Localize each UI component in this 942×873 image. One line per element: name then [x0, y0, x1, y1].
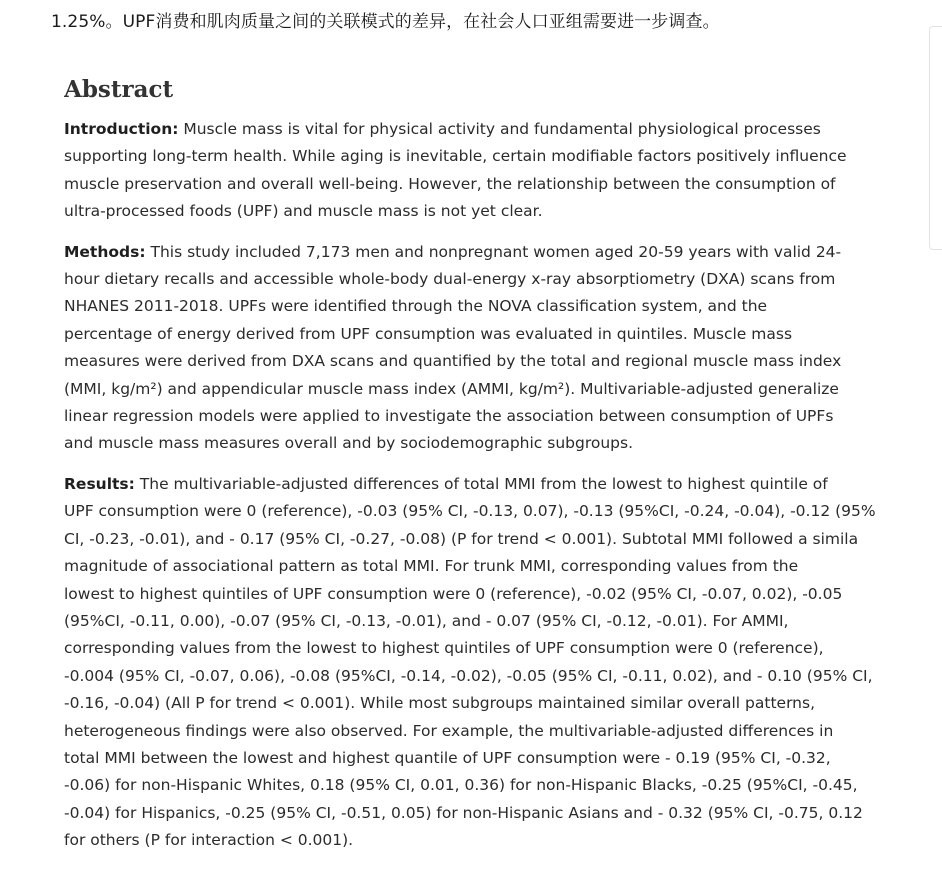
- introduction-paragraph: [64, 116, 876, 226]
- paragraph-line: corresponding values from the lowest to highest quintiles of UPF consumption were 0 (reference),: [64, 639, 824, 658]
- paragraph-line: -0.004 (95% CI, -0.07, 0.06), -0.08 (95%CI, -0.14, -0.02), -0.05 (95% CI, -0.11, 0.02), and - 0.10 (95% CI,: [64, 666, 873, 685]
- paragraph-line: -0.16, -0.04) (All P for trend < 0.001). While most subgroups maintained similar overall patterns,: [64, 694, 815, 713]
- paragraph-line: total MMI between the lowest and highest quantile of UPF consumption were - 0.19 (95% CI, -0.32,: [64, 748, 831, 767]
- paragraph-line: heterogeneous findings were also observed. For example, the multivariable-adjusted differences in: [64, 721, 834, 740]
- introduction-label: Introduction:: [64, 120, 179, 138]
- side-panel-edge: [929, 26, 942, 250]
- paragraph-line: (95%CI, -0.11, 0.00), -0.07 (95% CI, -0.13, -0.01), and - 0.07 (95% CI, -0.12, -0.01). For AMMI,: [64, 611, 789, 630]
- paragraph-line: [64, 239, 876, 266]
- paragraph-line: percentage of energy derived from UPF consumption was evaluated in quintiles. Muscle mass: [64, 324, 793, 343]
- paragraph-line: ultra-processed foods (UPF) and muscle mass is not yet clear.: [64, 202, 543, 221]
- methods-label: Methods:: [64, 242, 146, 261]
- paragraph-line: for others (P for interaction < 0.001).: [64, 831, 354, 850]
- results-paragraph: [64, 471, 876, 855]
- paragraph-line: magnitude of associational pattern as total MMI. For trunk MMI, corresponding values from the: [64, 557, 799, 576]
- abstract-section: [64, 72, 876, 872]
- paragraph-line: [64, 471, 876, 498]
- line-text: The multivariable-adjusted differences of total MMI from the lowest to highest quintile of: [134, 474, 828, 493]
- paragraph-line: CI, -0.23, -0.01), and - 0.17 (95% CI, -0.27, -0.08) (P for trend < 0.001). Subtotal MMI followed a simila: [64, 529, 859, 548]
- paragraph-line: supporting long-term health. While aging is inevitable, certain modifiable factors positively influence: [64, 147, 847, 166]
- paragraph-line: -0.04) for Hispanics, -0.25 (95% CI, -0.51, 0.05) for non-Hispanic Asians and - 0.32 (95% CI, -0.75, 0.12: [64, 803, 863, 822]
- line-text: This study included 7,173 men and nonpregnant women aged 20-59 years with valid 24-: [145, 242, 842, 261]
- paragraph-line: and muscle mass measures overall and by sociodemographic subgroups.: [64, 434, 633, 453]
- translated-summary-text: 1.25%。UPF消费和肌肉质量之间的关联模式的差异，在社会人口亚组需要进一步调查。: [51, 12, 720, 32]
- paragraph-line: muscle preservation and overall well-being. However, the relationship between the consumption of: [64, 174, 836, 193]
- paragraph-line: measures were derived from DXA scans and quantified by the total and regional muscle mass index: [64, 352, 842, 371]
- paragraph-line: (MMI, kg/m²) and appendicular muscle mass index (AMMI, kg/m²). Multivariable-adjusted generalize: [64, 379, 839, 398]
- abstract-heading: Abstract: [64, 76, 174, 103]
- paragraph-line: [64, 116, 876, 143]
- methods-paragraph: [64, 239, 876, 458]
- paragraph-line: UPF consumption were 0 (reference), -0.03 (95% CI, -0.13, 0.07), -0.13 (95%CI, -0.24, -0.04), -0.12 (95%: [64, 502, 876, 521]
- paragraph-line: NHANES 2011-2018. UPFs were identified through the NOVA classification system, and the: [64, 297, 768, 316]
- results-label: Results:: [64, 474, 135, 493]
- line-text: Muscle mass is vital for physical activity and fundamental physiological processes: [178, 120, 821, 138]
- paragraph-line: linear regression models were applied to investigate the association between consumption of UPFs: [64, 407, 834, 426]
- paragraph-line: -0.06) for non-Hispanic Whites, 0.18 (95% CI, 0.01, 0.36) for non-Hispanic Blacks, -0.25 (95%CI, -0.45,: [64, 776, 858, 795]
- paragraph-line: lowest to highest quintiles of UPF consumption were 0 (reference), -0.02 (95% CI, -0.07, 0.02), -0.05: [64, 584, 843, 603]
- paragraph-line: hour dietary recalls and accessible whole-body dual-energy x-ray absorptiometry (DXA) scans from: [64, 270, 836, 289]
